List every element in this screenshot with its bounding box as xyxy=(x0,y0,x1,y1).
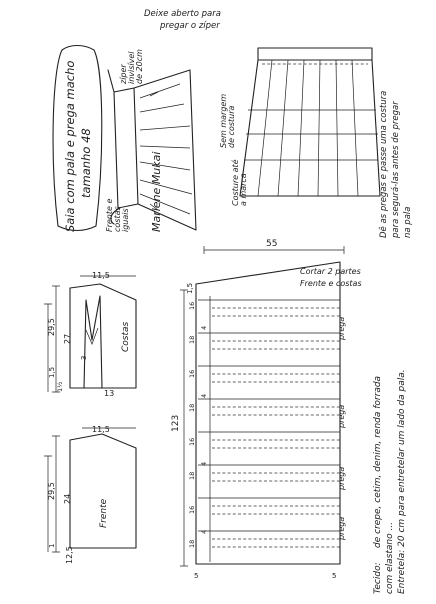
spacing-4: 18 xyxy=(188,403,196,412)
back-dim-width: 29,5 xyxy=(47,318,56,336)
zip-note-1: zíper xyxy=(119,64,128,84)
zip-note-3: de 20cm xyxy=(135,49,144,84)
zip-opening-note-2: pregar o zíper xyxy=(160,21,220,31)
yoke-back-piece xyxy=(44,271,136,398)
spacing-7: 16 xyxy=(188,505,196,514)
pleat-label-4: prega xyxy=(337,516,346,540)
front-dim-width: 29,5 xyxy=(47,482,56,500)
front-dim-height: 11,5 xyxy=(92,425,110,434)
front-dim-inner: 24 xyxy=(63,493,72,504)
pleat-instructions-3: na pala xyxy=(403,206,413,238)
pleat-instructions-2: para segurá-las antes de pregar xyxy=(391,101,401,238)
front-yoke-label: Frente xyxy=(99,498,109,528)
front-back-note-1: Frente e xyxy=(105,198,114,232)
fabric-types: de crepe, cetim, denim, renda forrada xyxy=(373,375,383,548)
skirt-panel xyxy=(171,239,362,580)
spacing-5: 16 xyxy=(188,437,196,446)
front-back-note-3: iguais xyxy=(121,208,130,232)
side-seam-note-2: a marca xyxy=(239,173,248,206)
fabric-elastane: com elastano ... xyxy=(385,521,395,594)
pleat-label-1: prega xyxy=(337,316,346,340)
cut-note-1: Cortar 2 partes xyxy=(300,267,361,276)
margin-note-2: de costura xyxy=(227,105,236,148)
back-dim-dart: 3 xyxy=(80,355,88,360)
pleat-label-3: prega xyxy=(337,466,346,490)
spacing-6: 18 xyxy=(188,471,196,480)
pleat-detail xyxy=(144,9,413,239)
margin-note-1: Sem margem xyxy=(219,93,228,148)
pleat-instructions-1: Dê as pregas e passe uma costura xyxy=(379,90,389,238)
back-dim-small: 1½ xyxy=(56,381,64,392)
pleat-width-4: 4 xyxy=(200,529,208,534)
title-line-2: tamanho 48 xyxy=(79,128,93,198)
pleat-width-1: 4 xyxy=(200,325,208,330)
fabric-notes xyxy=(373,369,407,594)
pleat-width-2: 4 xyxy=(200,393,208,398)
seam-dim-top: 1,5 xyxy=(186,282,194,294)
hem-dim-left: 5 xyxy=(194,572,199,580)
spacing-2: 18 xyxy=(188,335,196,344)
panel-length-dim: 123 xyxy=(171,414,181,432)
title-block xyxy=(53,46,102,233)
back-yoke-label: Costas xyxy=(121,321,131,352)
hem-dim-right: 5 xyxy=(332,572,337,580)
panel-width-dim: 55 xyxy=(266,239,278,249)
spacing-3: 16 xyxy=(188,369,196,378)
spacing-1: 16 xyxy=(188,301,196,310)
fabric-title: Tecido: xyxy=(373,562,383,594)
pleat-lines xyxy=(198,296,340,562)
interfacing-note: Entretela: 20 cm para entretelar um lado da pala. xyxy=(397,369,407,594)
back-dim-height: 11,5 xyxy=(92,271,110,280)
yoke-front-piece xyxy=(44,425,136,564)
spacing-8: 18 xyxy=(188,539,196,548)
pleat-width-3: 4 xyxy=(200,461,208,466)
front-dim-seam: 1 xyxy=(48,543,56,548)
back-dim-seam: 1,5 xyxy=(48,366,56,378)
cut-note-2: Frente e costas xyxy=(300,279,362,288)
side-seam-note-1: Costure até xyxy=(231,159,240,206)
back-dim-bottom: 13 xyxy=(104,389,115,398)
back-dim-dart-line: 27 xyxy=(63,333,72,344)
front-dim-bottom: 12,5 xyxy=(65,546,74,564)
designer-signature: Marlene Mukai xyxy=(150,151,163,232)
zip-opening-note-1: Deixe aberto para xyxy=(144,9,221,19)
front-back-note-2: costas xyxy=(113,206,122,232)
pleat-label-2: prega xyxy=(337,404,346,428)
zip-note-2: invisível xyxy=(127,51,136,84)
title-line-1: Saia com pala e prega macho xyxy=(63,60,77,232)
skirt-sketch xyxy=(105,49,196,232)
